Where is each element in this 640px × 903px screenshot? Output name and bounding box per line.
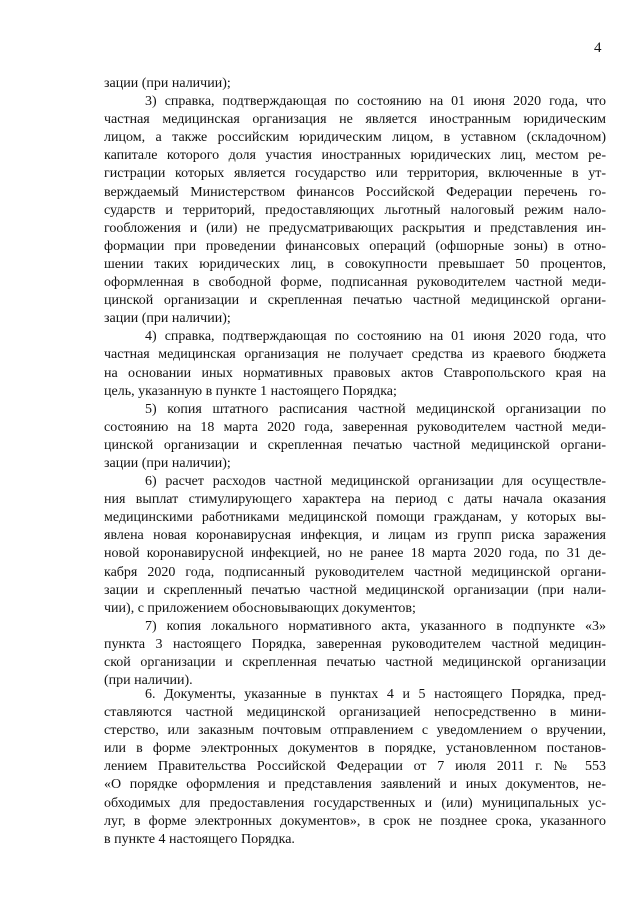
text-line: в пункте 4 настоящего Порядка. bbox=[104, 831, 295, 847]
text-line: 6. Документы, указанные в пунктах 4 и 5 настоящего Порядка, пред- bbox=[145, 687, 606, 702]
document-text-block bbox=[104, 686, 606, 849]
text-line: пункта 3 настоящего Порядка, заверенная руководителем частной медицин- bbox=[104, 636, 606, 652]
text-line: верждаемый Министерством финансов Российской Федерации перечень го- bbox=[104, 184, 606, 200]
text-line: зации (при наличии); bbox=[104, 455, 231, 471]
text-line: новой коронавирусной инфекцией, но не ранее 18 марта 2020 года, по 31 де- bbox=[104, 546, 606, 562]
text-line: гистрации которых является государство или территория, включенные в ут- bbox=[104, 166, 606, 182]
text-line: зации (при наличии); bbox=[104, 311, 231, 327]
text-line: зации (при наличии); bbox=[104, 76, 231, 91]
text-line: 3) справка, подтверждающая по состоянию на 01 июня 2020 года, что bbox=[145, 94, 606, 110]
text-line: состоянию на 18 марта 2020 года, заверенная руководителем частной меди- bbox=[104, 419, 606, 435]
text-line: частная медицинская организация не является иностранным юридическим bbox=[104, 112, 606, 128]
text-line: ской организации и скрепленная печатью частной медицинской организации bbox=[104, 655, 606, 670]
text-line: цель, указанную в пункте 1 настоящего Порядка; bbox=[104, 383, 397, 399]
text-line: луг, в форме электронных документов», в срок не позднее срока, указанного bbox=[104, 813, 606, 829]
text-line: на основании иных нормативных правовых актов Ставропольского края на bbox=[104, 365, 606, 381]
text-line: ния выплат стимулирующего характера на период с даты начала оказания bbox=[104, 492, 606, 508]
text-line: 5) копия штатного расписания частной медицинской организации по bbox=[145, 401, 606, 417]
text-line: зации и скрепленный печатью частной медицинской организации (при нали- bbox=[104, 582, 606, 598]
text-line: 7) копия локального нормативного акта, указанного в подпункте «3» bbox=[145, 618, 606, 634]
text-line: (при наличии). bbox=[104, 673, 193, 689]
text-line: частная медицинская организация не получает средства из краевого бюджета bbox=[104, 347, 606, 363]
text-line: лением Правительства Российской Федерации от 7 июля 2011 г. № 553 bbox=[104, 759, 606, 775]
page-number: 4 bbox=[594, 40, 602, 56]
text-line: стерство, или заказным почтовым отправлением с уведомлением о вручении, bbox=[104, 723, 606, 739]
text-line: явлена новая коронавирусная инфекция, и лицам из групп риска заражения bbox=[104, 528, 606, 544]
text-line: ставляются частной медицинской организацией непосредственно в мини- bbox=[104, 705, 606, 721]
text-line: кабря 2020 года, подписанный руководителем частной медицинской органи- bbox=[104, 564, 606, 580]
text-line: цинской организации и скрепленная печатью частной медицинской органи- bbox=[104, 437, 606, 453]
document-text-block bbox=[104, 75, 606, 690]
text-line: формации при проведении финансовых операций (офшорные зоны) в отно- bbox=[104, 238, 606, 254]
text-line: сударств и территорий, предоставляющих льготный налоговый режим нало- bbox=[104, 202, 606, 218]
text-line: 4) справка, подтверждающая по состоянию на 01 июня 2020 года, что bbox=[145, 329, 606, 345]
text-line: капитале которого доля участия иностранных юридических лиц, местом ре- bbox=[104, 148, 606, 164]
text-line: лицом, а также российским юридическим лицом, в уставном (складочном) bbox=[104, 130, 606, 146]
text-line: обходимых для предоставления государственных и (или) муниципальных ус- bbox=[104, 795, 606, 811]
text-line: «О порядке оформления и представления заявлений и иных документов, не- bbox=[104, 777, 606, 793]
text-line: чии), с приложением обосновывающих документов; bbox=[104, 600, 416, 616]
text-line: 6) расчет расходов частной медицинской организации для осуществле- bbox=[145, 474, 606, 490]
text-line: или в форме электронных документов в порядке, установленном постанов- bbox=[104, 741, 606, 757]
text-line: гообложения и (или) не предусматривающих раскрытия и представления ин- bbox=[104, 220, 606, 236]
text-line: медицинскими работниками медицинской помощи гражданам, у которых вы- bbox=[104, 510, 606, 526]
text-line: оформленная в свободной форме, подписанная руководителем частной меди- bbox=[104, 275, 606, 291]
text-line: цинской организации и скрепленная печатью частной медицинской органи- bbox=[104, 293, 606, 309]
text-line: шении таких юридических лиц, в совокупности превышает 50 процентов, bbox=[104, 256, 606, 272]
